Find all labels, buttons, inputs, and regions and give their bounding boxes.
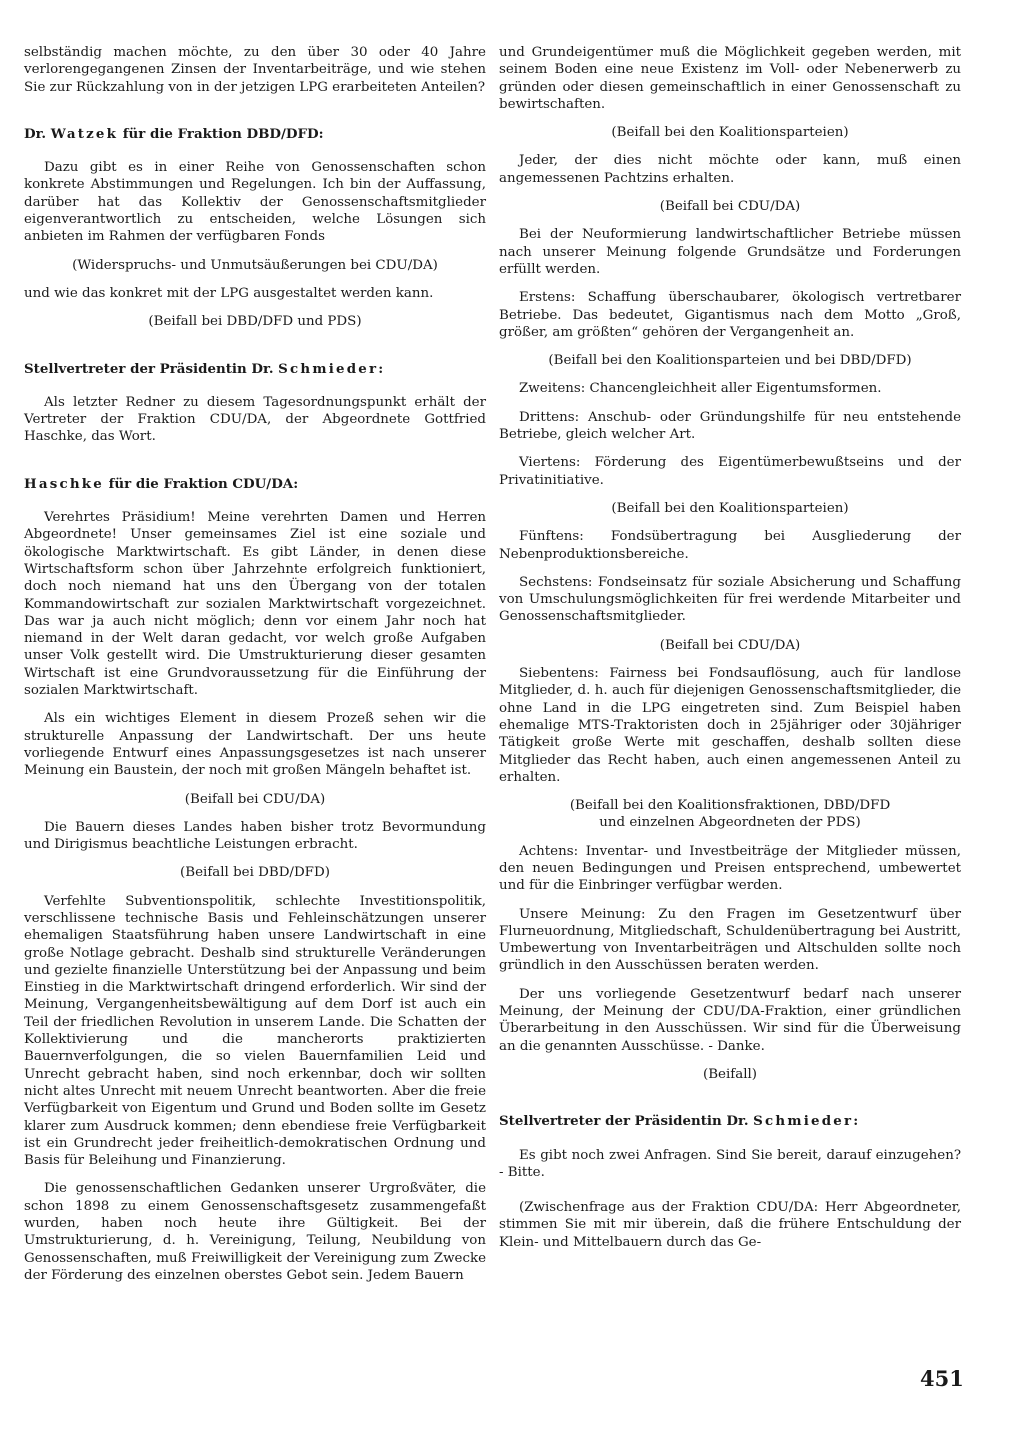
speaker-name: Schmieder: [753, 1113, 854, 1130]
paragraph: Verehrtes Präsidium! Meine verehrten Damen und Herren Abgeordnete! Unser gemeinsames Ziel ist eine soziale und ökologische Marktwirtschaft. Es gibt Länder, in denen diese Wirtschaftsform schon über Jahrzehnte erfolgreich funktioniert, doch noch niemand hat uns den Übergang von der totalen Kommandowirtschaft zur sozialen Marktwirtschaft vorgezeichnet. Das war ja auch nicht möglich; denn vor einem Jahr noch hat niemand in der Welt daran gedacht, vor welch große Aufgaben unser Volk gestellt wird. Die Umstrukturierung dieser gesamten Wirtschaft ist eine Grundvoraussetzung für die Einführung der sozialen Marktwirtschaft.: [24, 510, 486, 699]
paragraph: Bei der Neuformierung landwirtschaftlicher Betriebe müssen nach unserer Meinung folgende Grundsätze und Forderungen erfüllt werden.: [499, 227, 961, 277]
speaker-name: Schmieder: [278, 360, 379, 377]
right-column: [499, 44, 961, 1262]
interjection: (Beifall bei den Koalitionsparteien und bei DBD/DFD): [548, 353, 912, 369]
paragraph: Als ein wichtiges Element in diesem Prozeß sehen wir die strukturelle Anpassung der Landwirtschaft. Der uns heute vorliegende Entwurf eines Anpassungsgesetzes ist nach unserer Meinung ein Baustein, der noch mit großen Mängeln behaftet ist.: [24, 711, 486, 779]
interjection: [499, 797, 961, 832]
speaker-affiliation: für die Fraktion DBD/DFD:: [118, 125, 324, 142]
paragraph: Sechstens: Fondseinsatz für soziale Absicherung und Schaffung von Umschulungsmöglichkeiten für frei werdende Mitarbeiter und Genossenschaftsmitglieder.: [499, 574, 961, 625]
page-number: 451: [920, 1366, 964, 1391]
paragraph: Es gibt noch zwei Anfragen. Sind Sie bereit, darauf einzugehen? - Bitte.: [499, 1147, 961, 1180]
speaker-affiliation: :: [853, 1113, 859, 1130]
paragraph: Viertens: Förderung des Eigentümerbewußtseins und der Privatinitiative.: [499, 455, 961, 488]
left-column: [24, 44, 486, 1295]
paragraph: Erstens: Schaffung überschaubarer, ökologisch vertretbarer Betriebe. Das bedeutet, Gigantismus nach dem Motto „Groß, größer, am größten“ gehören der Vergangenheit an.: [499, 290, 961, 340]
interjection: (Beifall): [702, 1066, 757, 1082]
speaker-title: Stellvertreter der Präsidentin Dr.: [24, 360, 279, 377]
interjection: (Beifall bei den Koalitionsparteien): [611, 125, 849, 141]
interjection: (Widerspruchs- und Unmutsäußerungen bei CDU/DA): [72, 257, 438, 273]
interjection: (Beifall bei DBD/DFD): [180, 865, 330, 881]
paragraph: und wie das konkret mit der LPG ausgestaltet werden kann.: [24, 285, 434, 301]
paragraph: Als letzter Redner zu diesem Tagesordnungspunkt erhält der Vertreter der Fraktion CDU/DA, der Abgeordnete Gottfried Haschke, das Wort.: [24, 394, 486, 445]
paragraph: Die genossenschaftlichen Gedanken unserer Urgroßväter, die schon 1898 zu einem Genossenschaftsgesetz zusammengefaßt wurden, haben noch heute ihre Gültigkeit. Bei der Umstrukturierung, d. h. Vereinigung, Teilung, Neubildung von Genossenschaften, muß Freiwilligkeit der Vereinigung zum Zwecke der Förderung des einzelnen oberstes Gebot sein. Jedem Bauern: [24, 1181, 486, 1283]
speaker-name: Haschke: [24, 475, 104, 492]
interjection-line: und einzelnen Abgeordneten der PDS): [599, 815, 861, 831]
speaker-heading: [499, 1113, 961, 1130]
speaker-name: Watzek: [50, 125, 119, 142]
speaker-title: Stellvertreter der Präsidentin Dr.: [499, 1113, 754, 1130]
paragraph: und Grundeigentümer muß die Möglichkeit gegeben werden, mit seinem Boden eine neue Existenz im Voll- oder Nebenerwerb zu gründen oder diesen gemeinschaftlich in einer Genossenschaft zu bewirtschaften.: [499, 45, 961, 112]
interjection: (Beifall bei den Koalitionsparteien): [611, 500, 849, 516]
paragraph: Achtens: Inventar- und Investbeiträge der Mitglieder müssen, den neuen Bedingungen und Preisen entsprechend, umbewertet und für die Einbringer verfügbar werden.: [499, 843, 961, 894]
paragraph: Zweitens: Chancengleichheit aller Eigentumsformen.: [519, 381, 882, 397]
interjection: (Beifall bei CDU/DA): [659, 637, 801, 653]
speaker-heading: [24, 361, 486, 378]
paragraph: Die Bauern dieses Landes haben bisher trotz Bevormundung und Dirigismus beachtliche Leistungen erbracht.: [24, 819, 486, 853]
paragraph: selbständig machen möchte, zu den über 30 oder 40 Jahre verlorengegangenen Zinsen der Inventarbeiträge, und wie stehen Sie zur Rückzahlung von in der jetzigen LPG erarbeiteten Anteilen?: [24, 45, 486, 95]
paragraph: Jeder, der dies nicht möchte oder kann, muß einen angemessenen Pachtzins erhalten.: [499, 153, 961, 186]
speaker-title: Dr.: [24, 125, 51, 142]
paragraph: Unsere Meinung: Zu den Fragen im Gesetzentwurf über Flurneuordnung, Mitgliedschaft, Schuldenübertragung bei Austritt, Umbewertung von Inventarbeiträgen und Altschulden sollte noch gründlich in den Ausschüssen beraten werden.: [499, 906, 961, 974]
paragraph: Siebentens: Fairness bei Fondsauflösung, auch für landlose Mitglieder, d. h. auch für diejenigen Genossenschaftsmitglieder, die ohne Land in die LPG eingetreten sind. Zum Beispiel haben ehemalige MTS-Traktoristen doch in 25jähriger oder 30jähriger Tätigkeit große Werte mit geschaffen, deshalb sollten diese Mitglieder das Recht haben, auch einen angemessenen Anteil zu erhalten.: [499, 666, 961, 785]
paragraph: Der uns vorliegende Gesetzentwurf bedarf nach unserer Meinung, der Meinung der CDU/DA-Fraktion, einer gründlichen Überarbeitung in den Ausschüssen. Wir sind für die Überweisung an die genannten Ausschüsse. - Danke.: [499, 986, 961, 1054]
speaker-heading: [24, 476, 486, 493]
interjection: (Beifall bei DBD/DFD und PDS): [148, 314, 362, 330]
paragraph: (Zwischenfrage aus der Fraktion CDU/DA: Herr Abgeordneter, stimmen Sie mit mir überein, daß die frühere Entschuldung der Klein- und Mittelbauern durch das Ge-: [499, 1200, 961, 1250]
paragraph: Fünftens: Fondsübertragung bei Ausgliederung der Nebenproduktionsbereiche.: [499, 529, 961, 562]
interjection: (Beifall bei CDU/DA): [659, 199, 801, 215]
paragraph: Verfehlte Subventionspolitik, schlechte Investitionspolitik, verschlissene technische Basis und Fehleinschätzungen unserer ehemaligen Staatsführung haben unsere Landwirtschaft in eine große Notlage gebracht. Deshalb sind strukturelle Veränderungen und gezielte finanzielle Unterstützung bei der Anpassung und beim Einstieg in die Marktwirtschaft dringend erforderlich. Wir sind der Meinung, Vergangenheitsbewältigung auf dem Dorf ist auch ein Teil der friedlichen Revolution in unserem Lande. Die Schatten der Kollektivierung und die mancherorts praktizierten Bauernverfolgungen, die so vielen Bauernfamilien Leid und Unrecht gebracht haben, sind noch erkennbar, doch wir sollten nicht altes Unrecht mit neuem Unrecht beantworten. Aber die freie Verfügbarkeit von Eigentum und Grund und Boden sollte im Gesetz klarer zum Ausdruck kommen; denn ebendiese freie Verfügbarkeit ist ein Grundrecht jeder freiheitlich-demokratischen Ordnung und Basis für Beleihung und Finanzierung.: [24, 893, 486, 1169]
speaker-heading: [24, 126, 486, 143]
speaker-affiliation: :: [378, 360, 384, 377]
paragraph: Dazu gibt es in einer Reihe von Genossenschaften schon konkrete Abstimmungen und Regelungen. Ich bin der Auffassung, darüber hat das Kollektiv der Genossenschaftsmitglieder eigenverantwortlich zu entscheiden, welche Lösungen sich anbieten im Rahmen der verfügbaren Fonds: [24, 160, 486, 245]
interjection-line: (Beifall bei den Koalitionsfraktionen, DBD/DFD: [569, 798, 891, 814]
speaker-affiliation: für die Fraktion CDU/DA:: [103, 475, 299, 492]
interjection: (Beifall bei CDU/DA): [184, 791, 326, 807]
paragraph: Drittens: Anschub- oder Gründungshilfe für neu entstehende Betriebe, gleich welcher Art.: [499, 409, 961, 443]
